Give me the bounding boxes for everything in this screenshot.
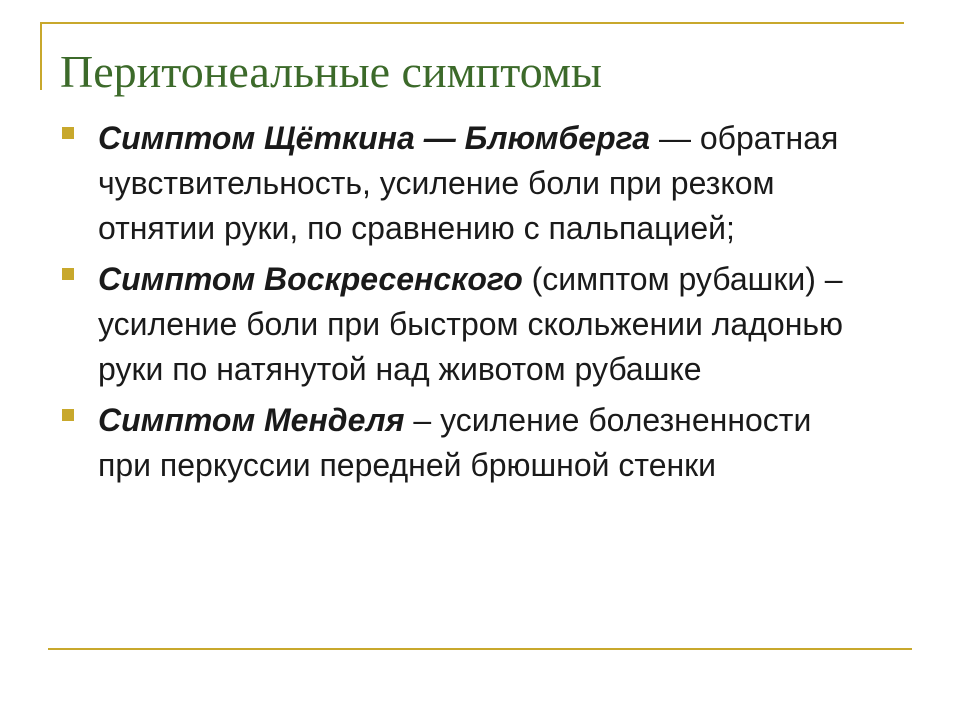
- left-rule: [40, 22, 42, 90]
- symptom-description: — обратная чувствительность, усиление боли при резком отнятии руки, по сравнению с пальпацией;: [98, 120, 839, 246]
- symptom-description: (симптом рубашки) – усиление боли при быстром скольжении ладонью руки по натянутой над животом рубашке: [98, 261, 844, 387]
- bottom-rule: [48, 648, 912, 650]
- bullet-item-shchetkin-blumberg: [62, 116, 862, 251]
- symptom-description: – усиление болезненности при перкуссии передней брюшной стенки: [98, 402, 812, 483]
- slide-title: Перитонеальные симптомы: [60, 46, 602, 97]
- bullet-item-voskresensky: [62, 257, 862, 392]
- square-bullet-icon: [62, 127, 74, 139]
- symptom-name: Симптом Щёткина — Блюмберга: [98, 120, 651, 156]
- top-rule: [40, 22, 904, 24]
- bullet-list: [62, 116, 862, 494]
- symptom-name: Симптом Менделя: [98, 402, 405, 438]
- symptom-name: Симптом Воскресенского: [98, 261, 523, 297]
- square-bullet-icon: [62, 409, 74, 421]
- bullet-item-mendel: [62, 398, 862, 488]
- square-bullet-icon: [62, 268, 74, 280]
